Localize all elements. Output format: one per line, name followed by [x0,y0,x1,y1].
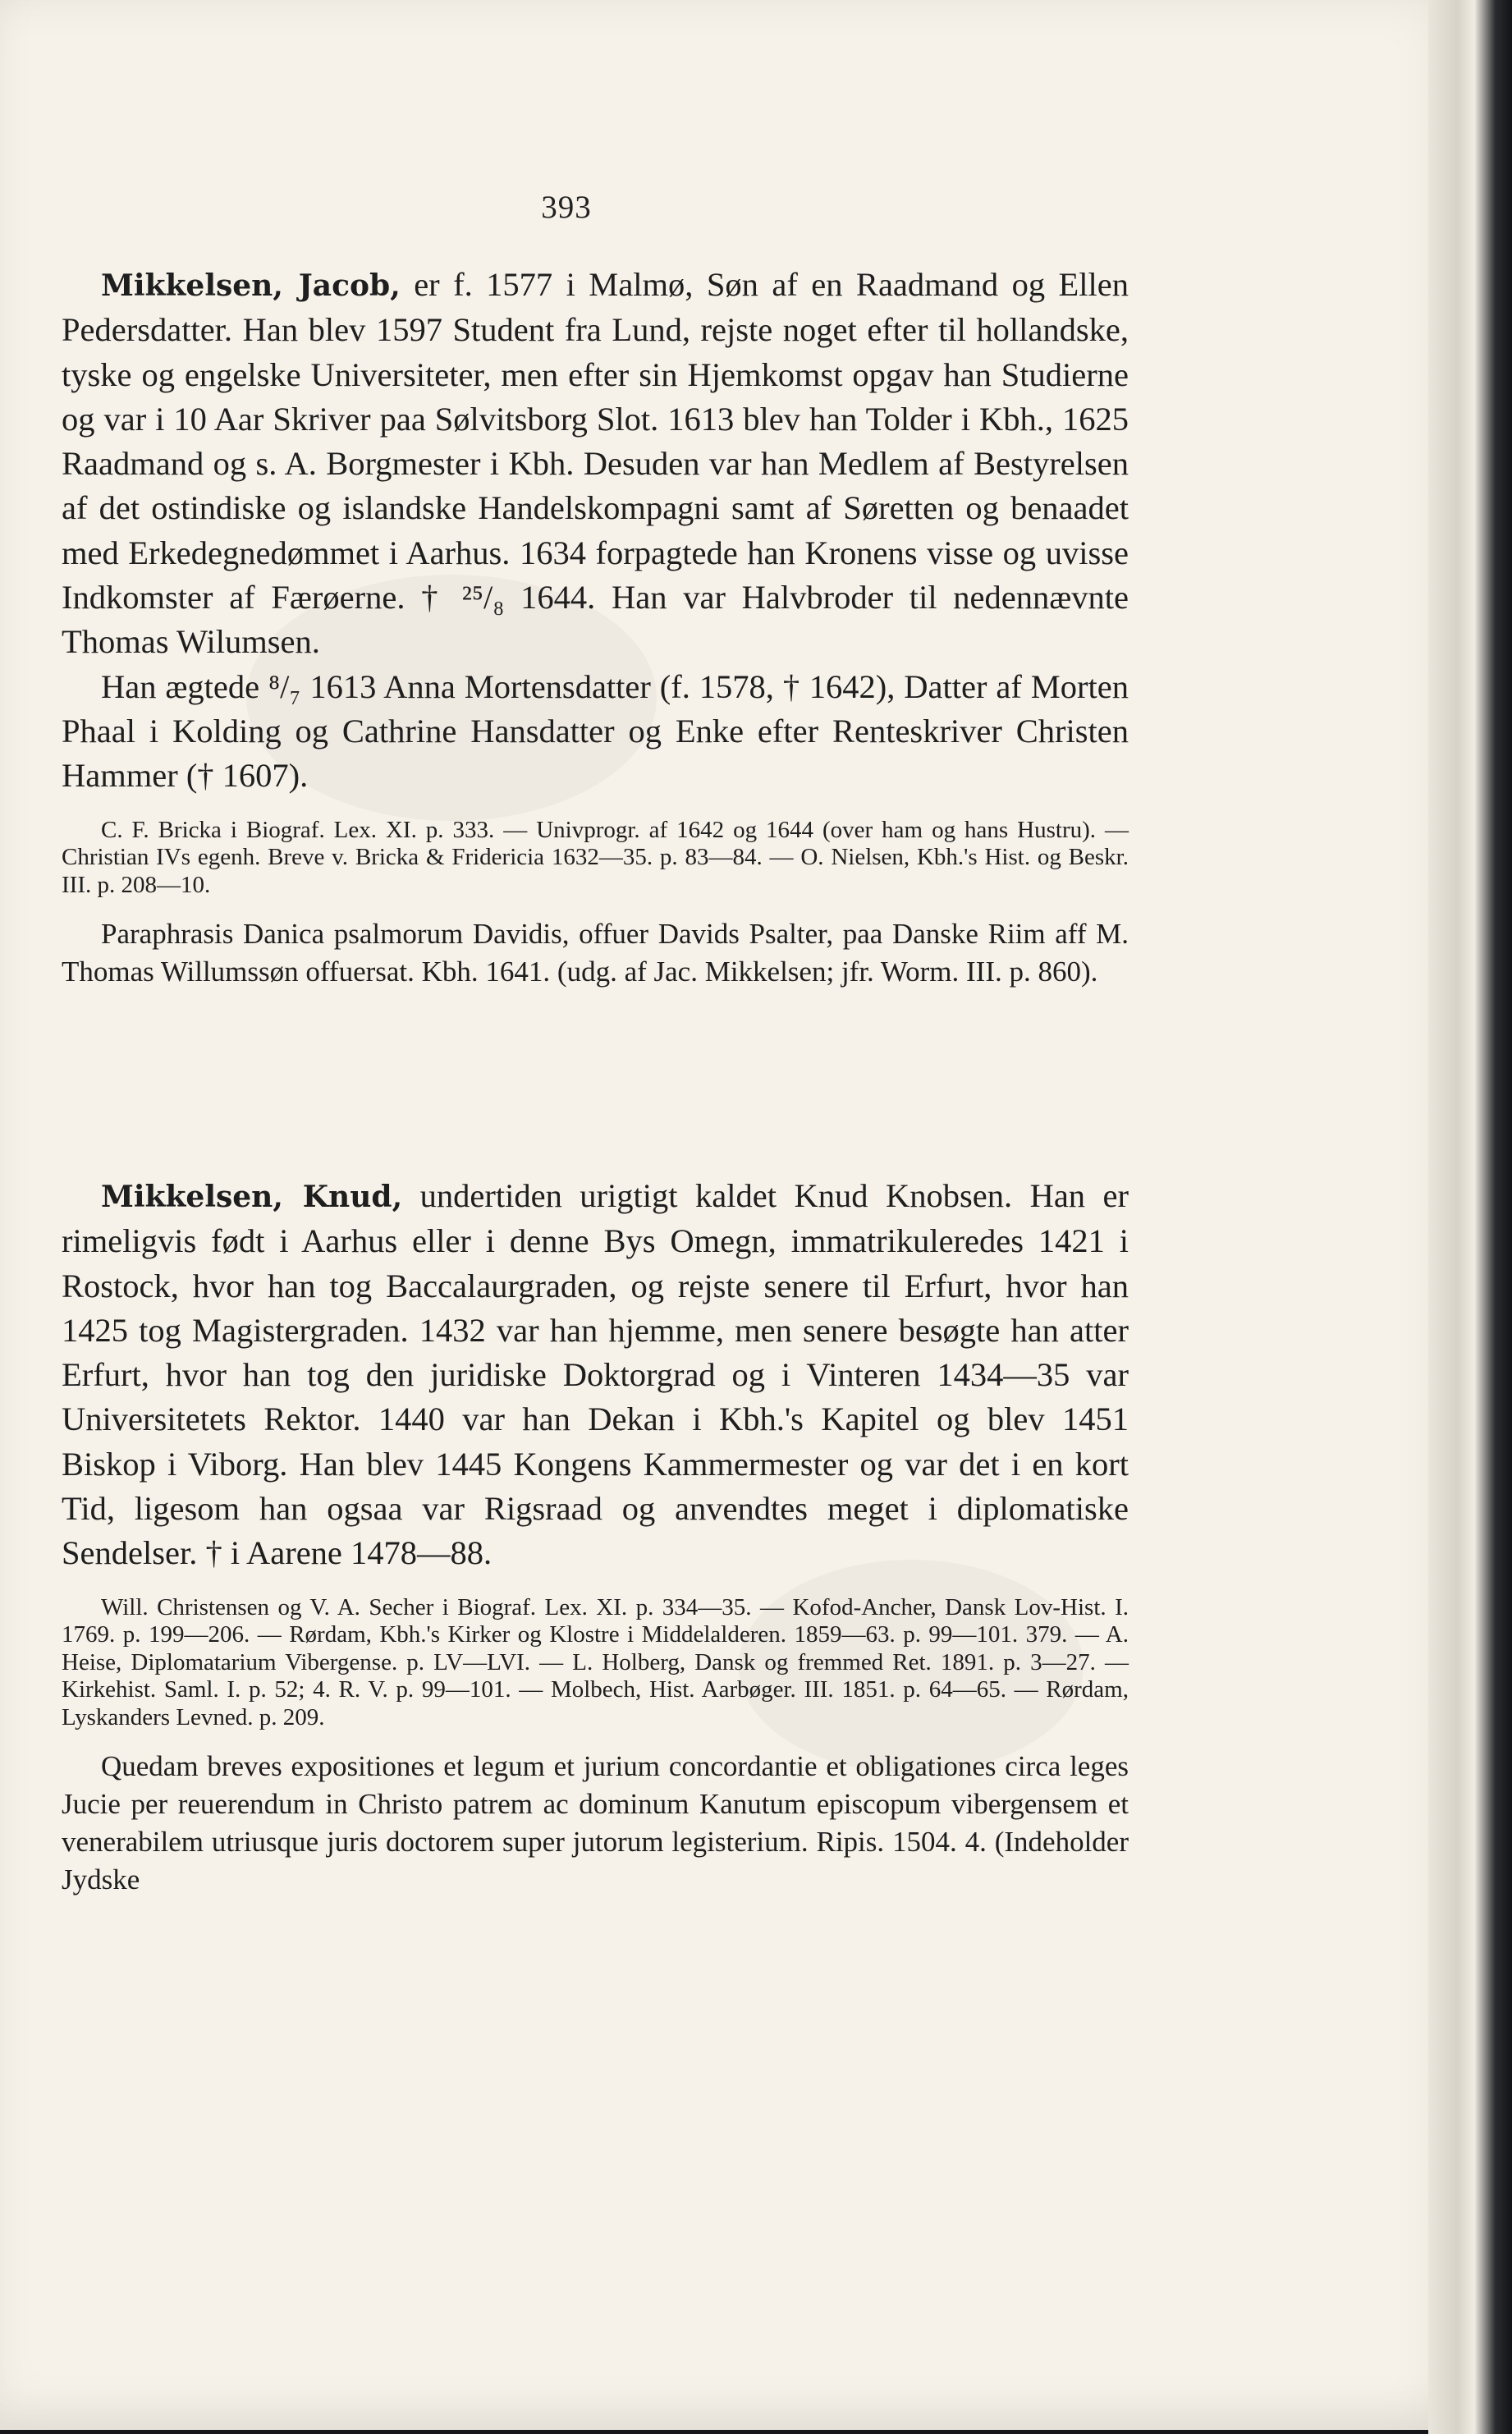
entry-references: Will. Christensen og V. A. Secher i Biograf. Lex. XI. p. 334—35. — Kofod-Ancher, Dansk Lov-Hist. I. 1769. p. 199—206. — Rørdam, Kbh.'s Kirker og Klostre i Middelalderen. 1859—63. p. 99—101. 379. — A. Heise, Diplomatarium Vibergense. p. LV—LVI. — L. Holberg, Dansk og fremmed Ret. 1891. p. 3—27. — Kirkehist. Saml. I. p. 52; 4. R. V. p. 99—101. — Molbech, Hist. Aarbøger. III. 1851. p. 64—65. — Rørdam, Lyskanders Levned. p. 209. [62,1593,1129,1730]
entry-references: C. F. Bricka i Biograf. Lex. XI. p. 333. — Univprogr. af 1642 og 1644 (over ham og hans Hustru). — Christian IVs egenh. Breve v. Bricka & Fridericia 1632—35. p. 83—84. — O. Nielsen, Kbh.'s Hist. og Beskr. III. p. 208—10. [62,816,1129,898]
page-number: 393 [541,190,592,225]
biography-text: er f. 1577 i Malmø, Søn af en Raadmand og Ellen Pedersdatter. Han blev 1597 Student fra Lund, rejste noget efter til hollandske, tyske og engelske Universiteter, men efter sin Hjemkomst opgav han Studierne og var i 10 Aar Skriver paa Sølvitsborg Slot. 1613 blev han Tolder i Kbh., 1625 Raadmand og s. A. Borgmester i Kbh. Desuden var han Medlem af Bestyrelsen af det ostindiske og islandske Handelskompagni samt af Søretten og benaadet med Erkedegnedømmet i Aarhus. 1634 forpagtede han Kronens visse og uvisse Indkomster af Færøerne. † ²⁵/₈ 1644. Han var Halvbroder til nedennævnte Thomas Wilumsen. [62,266,1129,661]
page-edge-shadow [1428,0,1512,2434]
entry-mikkelsen-jacob [62,263,1129,991]
entry-marriage: Han ægtede ⁸/₇ 1613 Anna Mortensdatter (f. 1578, † 1642), Datter af Morten Phaal i Kolding og Cathrine Hansdatter og Enke efter Renteskriver Christen Hammer († 1607). [62,667,1129,795]
entry-work: Paraphrasis Danica psalmorum Davidis, offuer Davids Psalter, paa Danske Riim aff M. Thomas Willumssøn offuersat. Kbh. 1641. (udg. af Jac. Mikkelsen; jfr. Worm. III. p. 860). [62,918,1129,988]
entry-headword: Mikkelsen, Knud, [101,1180,403,1214]
entry-mikkelsen-knud [62,1174,1129,1899]
entry-headword: Mikkelsen, Jacob, [101,268,401,303]
entry-biography [62,263,1129,665]
biography-text: undertiden urigtigt kaldet Knud Knobsen. Han er rimeligvis født i Aarhus eller i denne Bys Omegn, immatrikuleredes 1421 i Rostock, hvor han tog Baccalaurgraden, og rejste senere til Erfurt, hvor han 1425 tog Magistergraden. 1432 var han hjemme, men senere besøgte han atter Erfurt, hvor han tog den juridiske Doktorgrad og i Vinteren 1434—35 var Universitetets Rektor. 1440 var han Dekan i Kbh.'s Kapitel og blev 1451 Biskop i Viborg. Han blev 1445 Kongens Kammermester og var det i en kort Tid, ligesom han ogsaa var Rigsraad og anvendtes meget i diplomatiske Sendelser. † i Aarene 1478—88. [62,1177,1129,1572]
entry-biography [62,1174,1129,1576]
entry-work: Quedam breves expositiones et legum et jurium concordantie et obligationes circa leges Jucie per reuerendum in Christo patrem ac dominum Kanutum episcopum vibergensem et venerabilem utriusque juris doctorem super jutorum legisterium. Ripis. 1504. 4. (Indeholder Jydske [62,1750,1129,1896]
